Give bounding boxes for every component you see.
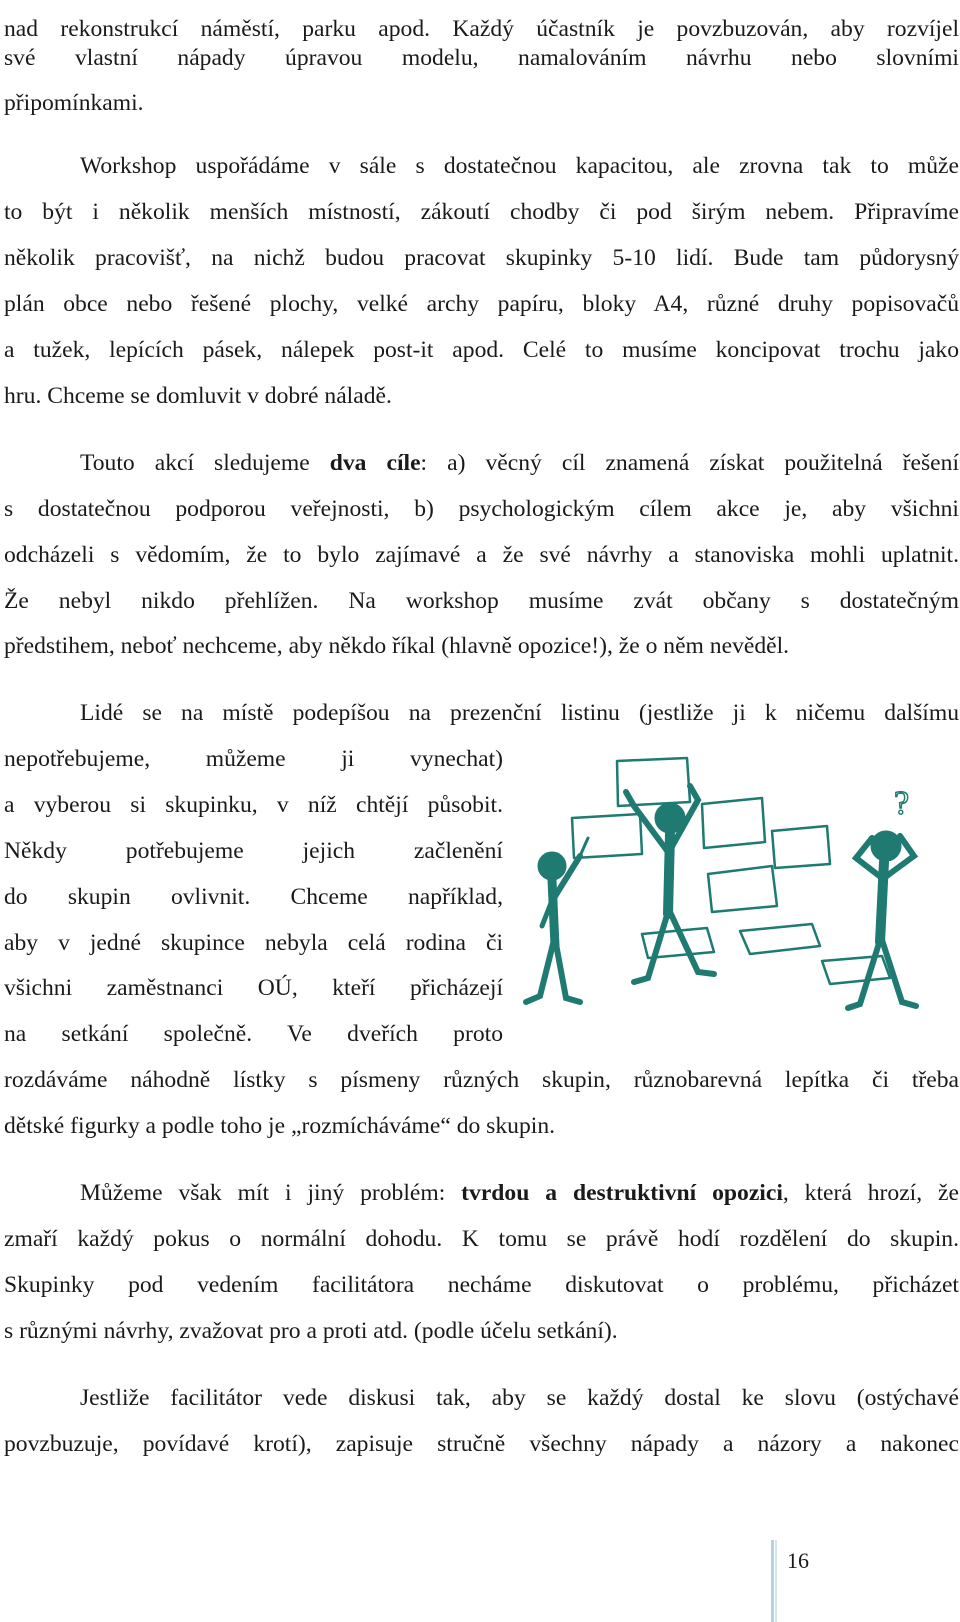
paragraph-line: Někdy potřebujeme jejich začlenění bbox=[4, 838, 503, 864]
paragraph-line bbox=[4, 447, 959, 479]
paragraph-line: své vlastní nápady úpravou modelu, namalováním návrhu nebo slovními bbox=[4, 45, 959, 71]
text-run: : a) věcný cíl znamená získat použitelná řešení bbox=[420, 450, 960, 476]
paragraph-line: nad rekonstrukcí náměstí, parku apod. Každý účastník je povzbuzován, aby rozvíjel bbox=[4, 16, 959, 42]
paper-sheet bbox=[822, 956, 890, 984]
page-number-bar bbox=[775, 1540, 777, 1622]
paragraph-line bbox=[4, 1177, 959, 1209]
paragraph-line: nepotřebujeme, můžeme ji vynechat) bbox=[4, 746, 503, 772]
paragraph-line: odcházeli s vědomím, že to bylo zajímavé a že své návrhy a stanoviska mohli uplatnit. bbox=[4, 542, 959, 568]
page-number-bar bbox=[771, 1540, 774, 1622]
paragraph-line: dětské figurky a podle toho je „rozmícháváme“ do skupin. bbox=[4, 1113, 556, 1139]
paragraph-line: několik pracovišť, na nichž budou pracovat skupinky 5-10 lidí. Bude tam půdorysný bbox=[4, 245, 959, 271]
paragraph-line: rozdáváme náhodně lístky s písmeny různých skupin, různobarevná lepítka či třeba bbox=[4, 1067, 959, 1093]
paragraph-line: a tužek, lepících pásek, nálepek post-it apod. Celé to musíme koncipovat trochu jako bbox=[4, 337, 959, 363]
paragraph-line: do skupin ovlivnit. Chceme například, bbox=[4, 884, 503, 910]
paragraph-line: všichni zaměstnanci OÚ, kteří přicházejí bbox=[4, 975, 503, 1001]
paragraph-line: Workshop uspořádáme v sále s dostatečnou kapacitou, ale zrovna tak to může bbox=[80, 153, 959, 179]
paper-sheet bbox=[702, 798, 765, 848]
text-run: Touto akcí sledujeme bbox=[80, 450, 330, 476]
paragraph-line: zmaří každý pokus o normální dohodu. K tomu se právě hodí rozdělení do skupin. bbox=[4, 1226, 959, 1252]
paragraph-line: na setkání společně. Ve dveřích proto bbox=[4, 1021, 503, 1047]
text-run: , která hrozí, že bbox=[782, 1180, 959, 1206]
text-run: Můžeme však mít i jiný problém: bbox=[80, 1180, 462, 1206]
paragraph-line: Skupinky pod vedením facilitátora necháme diskutovat o problému, přicházet bbox=[4, 1272, 959, 1298]
paper-sheet bbox=[740, 924, 820, 954]
paragraph-line: s různými návrhy, zvažovat pro a proti atd. (podle účelu setkání). bbox=[4, 1318, 618, 1344]
page-number: 16 bbox=[787, 1548, 809, 1573]
paper-sheet bbox=[772, 826, 830, 868]
workshop-figures-illustration-icon bbox=[522, 756, 952, 1046]
paragraph-line: Že nebyl nikdo přehlížen. Na workshop musíme zvát občany s dostatečným bbox=[4, 588, 959, 614]
paragraph-line: hru. Chceme se domluvit v dobré náladě. bbox=[4, 383, 392, 409]
paragraph-line: to být i několik menších místností, zákoutí chodby či pod širým nebem. Připravíme bbox=[4, 199, 959, 225]
paragraph-line: připomínkami. bbox=[4, 90, 144, 116]
paragraph-line: plán obce nebo řešené plochy, velké archy papíru, bloky A4, různé druhy popisovačů bbox=[4, 291, 959, 317]
paragraph-line: povzbuzuje, povídavé krotí), zapisuje stručně všechny nápady a názory a nakonec bbox=[4, 1431, 959, 1457]
paragraph-line: a vyberou si skupinku, v níž chtějí působit. bbox=[4, 792, 503, 818]
question-mark: ? bbox=[894, 785, 910, 822]
bold-text: tvrdou a destruktivní opozici bbox=[461, 1180, 783, 1206]
paragraph-line: Lidé se na místě podepíšou na prezenční listinu (jestliže ji k ničemu dalšímu bbox=[80, 700, 959, 726]
bold-text: dva cíle bbox=[329, 450, 421, 476]
paper-sheet bbox=[708, 866, 777, 912]
paragraph-line: Jestliže facilitátor vede diskusi tak, aby se každý dostal ke slovu (ostýchavé bbox=[80, 1385, 959, 1411]
paragraph-line: s dostatečnou podporou veřejnosti, b) psychologickým cílem akce je, aby všichni bbox=[4, 496, 959, 522]
paragraph-line: předstihem, neboť nechceme, aby někdo říkal (hlavně opozice!), že o něm nevěděl. bbox=[4, 633, 790, 659]
paragraph-line: aby v jedné skupince nebyla celá rodina či bbox=[4, 930, 503, 956]
